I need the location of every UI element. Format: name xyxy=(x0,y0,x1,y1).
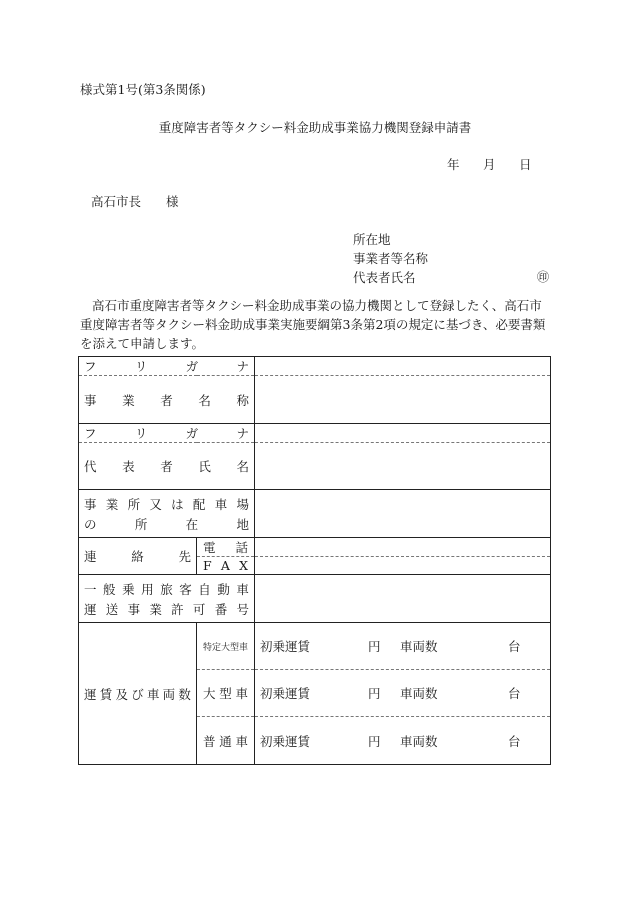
label-char: ガ xyxy=(185,426,199,441)
label-char: 場 xyxy=(236,496,249,512)
contact-label-cell xyxy=(79,538,197,575)
form-number-label: 様式第1号(第3条関係) xyxy=(80,82,206,97)
label-char: 話 xyxy=(235,540,248,555)
label-char: 動 xyxy=(217,581,230,597)
yen-unit: 円 xyxy=(368,639,381,654)
office-location-label-cell xyxy=(79,490,255,538)
label-char: 者 xyxy=(160,392,173,408)
business-name-row xyxy=(79,376,551,424)
label-char: 車 xyxy=(214,496,228,512)
label-char: 号 xyxy=(236,601,249,617)
date-line xyxy=(447,155,532,173)
office-location-field[interactable] xyxy=(255,490,551,538)
label-char: 業 xyxy=(149,601,162,617)
fax-field[interactable] xyxy=(255,557,551,575)
business-name-label: 事業者等名称 xyxy=(353,251,429,266)
fare-field-large[interactable] xyxy=(255,670,551,717)
label-char: 乗 xyxy=(122,581,135,597)
vehicle-count-unit: 台 xyxy=(508,733,521,749)
label-char: 送 xyxy=(105,601,119,617)
label-char: 車 xyxy=(235,686,248,701)
label-char: 番 xyxy=(214,601,228,617)
label-char: 者 xyxy=(160,459,173,474)
label-char: 大 xyxy=(203,686,216,701)
label-char: X xyxy=(239,558,248,573)
label-char: 自 xyxy=(198,581,211,597)
representative-label: 代表者氏名 xyxy=(353,270,416,285)
contact-tel-row xyxy=(79,538,551,557)
yen-unit: 円 xyxy=(368,686,381,701)
label-char: 許 xyxy=(171,601,184,617)
initial-fare-label: 初乗運賃 xyxy=(260,686,311,701)
applicant-block xyxy=(353,230,553,287)
fax-label-cell xyxy=(197,557,255,575)
furigana-representative-field[interactable] xyxy=(255,424,551,443)
label-char: 代 xyxy=(84,459,97,474)
label-char: 名 xyxy=(198,392,211,408)
fare-row-special-large xyxy=(79,623,551,670)
label-char: 又 xyxy=(149,496,162,512)
label-char: 車 xyxy=(146,686,160,702)
label-char: 車 xyxy=(236,581,249,597)
representative-name-field[interactable] xyxy=(255,443,551,490)
furigana-business-field[interactable] xyxy=(255,357,551,376)
label-char: 連 xyxy=(84,549,97,564)
label-char: ナ xyxy=(236,426,249,441)
label-char: 業 xyxy=(105,496,119,512)
vehicle-count-unit: 台 xyxy=(508,639,521,654)
vehicle-count-label: 車両数 xyxy=(400,686,438,701)
vehicle-type-standard-cell xyxy=(197,717,255,765)
label-char: 地 xyxy=(236,516,249,532)
office-location-line2 xyxy=(84,515,249,533)
label-char: 所 xyxy=(127,496,141,512)
fare-field-special-large[interactable] xyxy=(255,623,551,670)
label-char: フ xyxy=(84,359,97,374)
permit-label-line1 xyxy=(84,580,249,598)
permit-number-label-cell xyxy=(79,575,255,623)
label-char: 所 xyxy=(134,516,148,532)
addressee: 高石市長 様 xyxy=(91,194,179,209)
label-char: 配 xyxy=(192,496,206,512)
furigana-row-representative xyxy=(79,424,551,443)
vehicle-count-unit: 台 xyxy=(508,686,521,701)
label-char: A xyxy=(220,558,230,573)
label-char: 氏 xyxy=(198,459,211,474)
representative-name-row xyxy=(79,443,551,490)
label-char: 電 xyxy=(203,540,216,555)
label-char: は xyxy=(171,496,184,512)
label-char: リ xyxy=(134,359,148,374)
representative-name-text xyxy=(84,457,249,475)
document-title: 重度障害者等タクシー料金助成事業協力機関登録申請書 xyxy=(158,120,472,135)
label-char: F xyxy=(203,558,212,573)
furigana-row-business xyxy=(79,357,551,376)
permit-number-field[interactable] xyxy=(255,575,551,623)
date-year: 年 xyxy=(447,157,460,172)
label-char: 般 xyxy=(103,581,116,597)
label-char: リ xyxy=(134,426,148,441)
furigana-text xyxy=(84,357,249,375)
label-char: 通 xyxy=(219,733,232,749)
label-char: 称 xyxy=(236,392,249,408)
fare-label-text xyxy=(84,685,191,703)
permit-number-row xyxy=(79,575,551,623)
label-char: ナ xyxy=(236,359,249,374)
label-char: 旅 xyxy=(160,581,173,597)
vehicle-count-label: 車両数 xyxy=(400,639,438,654)
initial-fare-label: 初乗運賃 xyxy=(260,733,311,749)
application-statement: 高石市重度障害者等タクシー料金助成事業の協力機関として登録したく、高石市重度障害者等タクシー料金助成事業実施要綱第3条第2項の規定に基づき、必要書類を添えて申請します。 xyxy=(80,298,546,351)
vehicle-type-standard xyxy=(203,732,248,750)
vehicle-count-label: 車両数 xyxy=(400,733,438,749)
label-char: 可 xyxy=(192,601,206,617)
label-char: 用 xyxy=(141,581,154,597)
business-name-label-cell xyxy=(79,376,255,424)
label-char: 事 xyxy=(127,601,141,617)
label-char: 型 xyxy=(219,686,232,701)
label-char: 両 xyxy=(162,686,176,702)
label-char: 先 xyxy=(178,549,191,564)
label-char: 普 xyxy=(203,733,216,749)
furigana-label xyxy=(79,357,255,376)
label-char: 数 xyxy=(178,686,191,702)
vehicle-type-special-large: 特定大型車 xyxy=(197,623,255,670)
label-char: 運 xyxy=(84,686,97,702)
initial-fare-label: 初乗運賃 xyxy=(260,639,311,654)
label-char: 及 xyxy=(115,686,128,702)
fare-field-standard[interactable] xyxy=(255,717,551,765)
label-char: 賃 xyxy=(99,686,113,702)
label-char: 表 xyxy=(122,459,135,474)
date-day: 日 xyxy=(519,157,532,172)
label-char: 運 xyxy=(84,601,97,617)
representative-line xyxy=(353,268,553,287)
label-char: 客 xyxy=(179,581,192,597)
office-location-line1 xyxy=(84,495,249,513)
seal-mark: ㊞ xyxy=(537,270,550,284)
label-char: 一 xyxy=(84,581,97,597)
yen-unit: 円 xyxy=(368,733,381,749)
vehicle-type-large xyxy=(203,684,248,702)
tel-field[interactable] xyxy=(255,538,551,557)
office-location-row xyxy=(79,490,551,538)
business-name-text xyxy=(84,391,249,409)
representative-name-label-cell xyxy=(79,443,255,490)
permit-label-line2 xyxy=(84,600,249,618)
address-label: 所在地 xyxy=(353,232,391,247)
tel-label-cell xyxy=(197,538,255,557)
label-char: 絡 xyxy=(131,549,144,564)
tel-text xyxy=(203,538,248,556)
business-name-field[interactable] xyxy=(255,376,551,424)
vehicle-type-large-cell xyxy=(197,670,255,717)
fare-label-cell xyxy=(79,623,197,765)
label-char: び xyxy=(131,686,144,702)
fax-text xyxy=(203,558,248,573)
label-char: 在 xyxy=(185,516,199,532)
label-char: 車 xyxy=(235,733,248,749)
furigana-label xyxy=(79,424,255,443)
label-char: ガ xyxy=(185,359,199,374)
contact-text xyxy=(84,547,191,565)
label-char: 業 xyxy=(122,392,135,408)
label-char: 事 xyxy=(84,392,97,408)
date-month: 月 xyxy=(483,157,496,172)
label-char: フ xyxy=(84,426,97,441)
label-char: 事 xyxy=(84,496,97,512)
furigana-text xyxy=(84,424,249,442)
application-form-table xyxy=(78,356,551,765)
label-char: の xyxy=(84,516,97,532)
label-char: 名 xyxy=(236,459,249,474)
